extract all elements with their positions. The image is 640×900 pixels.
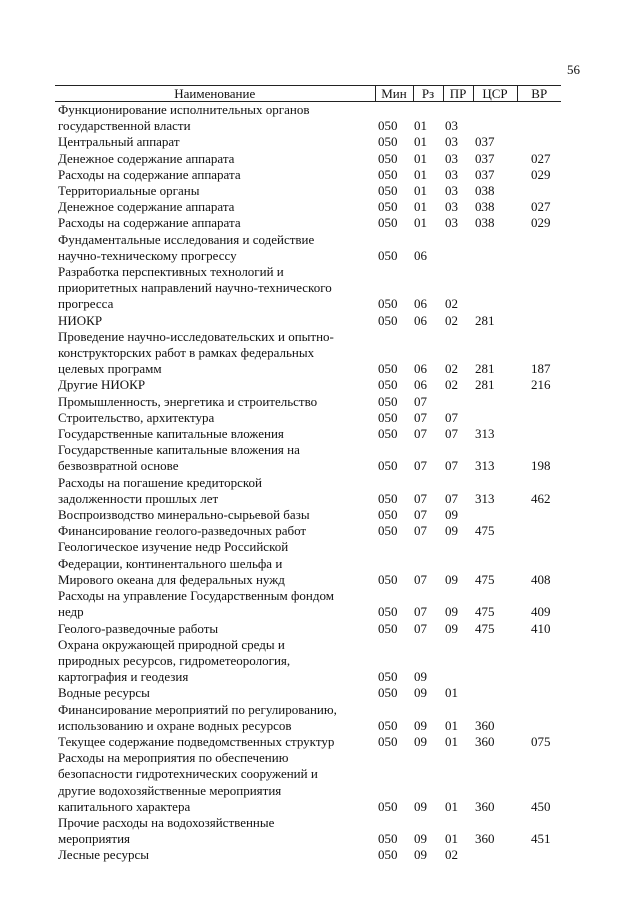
table-row	[55, 588, 561, 620]
row-name-line: другие водохозяйственные мероприятия	[58, 782, 282, 798]
row-pr: 02	[445, 296, 458, 312]
table-row	[55, 134, 561, 150]
row-vr: 029	[531, 215, 551, 231]
row-pr: 02	[445, 847, 458, 863]
row-name	[55, 199, 375, 215]
row-csr	[473, 102, 517, 135]
row-pr: 07	[445, 409, 458, 425]
row-name-line: конструкторских работ в рамках федеральных	[58, 345, 315, 361]
row-vr	[517, 507, 561, 523]
row-name-line: Денежное содержание аппарата	[58, 150, 235, 166]
row-csr	[473, 394, 517, 410]
row-csr: 038	[475, 183, 495, 199]
row-csr	[473, 264, 517, 313]
row-name-line: Государственные капитальные вложения	[58, 426, 284, 442]
table-row	[55, 442, 561, 474]
row-pr: 01	[445, 685, 458, 701]
row-min: 050	[378, 523, 398, 539]
row-name	[55, 426, 375, 442]
row-vr: 029	[531, 166, 551, 182]
row-csr	[473, 410, 517, 426]
row-pr: 02	[445, 377, 458, 393]
row-min: 050	[378, 409, 398, 425]
row-csr	[473, 685, 517, 701]
row-rz: 09	[414, 669, 427, 685]
row-min: 050	[378, 831, 398, 847]
row-name	[55, 685, 375, 701]
table-row	[55, 329, 561, 378]
row-rz: 07	[414, 426, 427, 442]
row-name-line: Лесные ресурсы	[58, 847, 149, 863]
row-csr: 313	[475, 426, 495, 442]
row-pr: 07	[445, 426, 458, 442]
page-number: 56	[567, 62, 580, 77]
row-name-line: Государственные капитальные вложения на	[58, 442, 300, 458]
row-vr	[517, 637, 561, 686]
row-name	[55, 167, 375, 183]
row-vr	[517, 847, 561, 863]
row-name	[55, 313, 375, 329]
row-rz: 09	[414, 831, 427, 847]
row-vr	[517, 523, 561, 539]
table-row	[55, 685, 561, 701]
row-rz: 01	[414, 166, 427, 182]
row-name-line: Функционирование исполнительных органов	[58, 102, 310, 117]
row-csr: 360	[475, 733, 495, 749]
table-row	[55, 313, 561, 329]
row-vr: 187	[531, 361, 551, 377]
row-name-line: Расходы на содержание аппарата	[58, 215, 241, 231]
row-vr	[517, 183, 561, 199]
row-vr: 450	[531, 798, 551, 814]
row-rz: 09	[414, 798, 427, 814]
row-vr: 462	[531, 490, 551, 506]
row-pr	[443, 637, 473, 686]
table-row	[55, 102, 561, 135]
row-vr	[517, 426, 561, 442]
row-vr	[517, 313, 561, 329]
row-min: 050	[378, 296, 398, 312]
row-pr: 01	[445, 831, 458, 847]
row-vr	[517, 702, 561, 734]
row-name-line: Проведение научно-исследовательских и опытно-	[58, 328, 334, 344]
row-name	[55, 637, 375, 686]
row-csr: 037	[475, 134, 495, 150]
row-name-line: мероприятия	[58, 831, 131, 847]
row-min: 050	[378, 426, 398, 442]
row-min: 050	[378, 847, 398, 863]
table-row	[55, 199, 561, 215]
row-name	[55, 377, 375, 393]
row-name-line: капитального характера	[58, 798, 191, 814]
row-rz: 01	[414, 134, 427, 150]
row-pr: 09	[445, 571, 458, 587]
row-rz: 07	[414, 523, 427, 539]
row-csr: 037	[475, 150, 495, 166]
row-pr: 01	[445, 733, 458, 749]
row-vr	[517, 685, 561, 701]
row-name	[55, 815, 375, 847]
table-row	[55, 215, 561, 231]
table-row	[55, 232, 561, 264]
row-rz: 06	[414, 296, 427, 312]
row-min: 050	[378, 669, 398, 685]
row-rz: 09	[414, 685, 427, 701]
row-pr: 09	[445, 620, 458, 636]
row-name	[55, 475, 375, 507]
row-rz: 01	[414, 150, 427, 166]
row-name	[55, 410, 375, 426]
row-min: 050	[378, 458, 398, 474]
row-csr	[473, 507, 517, 523]
row-csr: 037	[475, 166, 495, 182]
table-row	[55, 167, 561, 183]
row-min: 050	[378, 150, 398, 166]
row-rz: 06	[414, 361, 427, 377]
row-name-line: Территориальные органы	[58, 183, 200, 199]
row-csr: 360	[475, 798, 495, 814]
row-csr	[473, 637, 517, 686]
row-min: 050	[378, 571, 398, 587]
row-name-line: Финансирование мероприятий по регулированию,	[58, 701, 337, 717]
row-csr: 360	[475, 831, 495, 847]
row-name-line: Денежное содержание аппарата	[58, 199, 235, 215]
row-name-line: Геологическое изучение недр Российской	[58, 539, 289, 555]
header-row	[55, 86, 561, 102]
row-csr: 281	[475, 312, 495, 328]
row-rz: 06	[414, 312, 427, 328]
row-name-line: использованию и охране водных ресурсов	[58, 717, 292, 733]
row-name-line: приоритетных направлений научно-технического	[58, 280, 332, 296]
row-name-line: Разработка перспективных технологий и	[58, 264, 284, 280]
row-name-line: Промышленность, энергетика и строительство	[58, 393, 318, 409]
row-rz: 09	[414, 847, 427, 863]
row-vr: 216	[531, 377, 551, 393]
row-csr: 313	[475, 458, 495, 474]
row-rz: 06	[414, 377, 427, 393]
row-csr	[473, 232, 517, 264]
header-vr: ВР	[517, 86, 561, 102]
table-header	[55, 86, 561, 102]
row-csr: 038	[475, 199, 495, 215]
row-name-line: Расходы на погашение кредиторской	[58, 474, 262, 490]
row-min: 050	[378, 166, 398, 182]
row-name-line: научно-техническому прогрессу	[58, 247, 237, 263]
row-name-line: Другие НИОКР	[58, 377, 146, 393]
row-min: 050	[378, 183, 398, 199]
row-rz: 07	[414, 393, 427, 409]
row-vr: 451	[531, 831, 551, 847]
header-pr: ПР	[443, 86, 473, 102]
row-pr: 01	[445, 717, 458, 733]
row-pr: 03	[445, 134, 458, 150]
row-pr: 03	[445, 215, 458, 231]
row-min: 050	[378, 685, 398, 701]
row-pr: 03	[445, 118, 458, 134]
row-name-line: природных ресурсов, гидрометеорология,	[58, 652, 291, 668]
table-row	[55, 523, 561, 539]
row-csr: 313	[475, 490, 495, 506]
row-min: 050	[378, 620, 398, 636]
row-min: 050	[378, 733, 398, 749]
table-row	[55, 539, 561, 588]
row-name-line: Мирового океана для федеральных нужд	[58, 571, 285, 587]
row-csr: 360	[475, 717, 495, 733]
row-pr: 09	[445, 507, 458, 523]
row-name-line: безопасности гидротехнических сооружений и	[58, 766, 318, 782]
header-min: Мин	[375, 86, 413, 102]
row-name	[55, 102, 375, 135]
table-row	[55, 637, 561, 686]
row-pr: 03	[445, 183, 458, 199]
table-row	[55, 410, 561, 426]
row-name	[55, 507, 375, 523]
table-row	[55, 426, 561, 442]
row-name-line: прогресса	[58, 296, 114, 312]
row-rz: 07	[414, 604, 427, 620]
row-name-line: Водные ресурсы	[58, 685, 150, 701]
row-vr	[517, 134, 561, 150]
row-name	[55, 621, 375, 637]
row-vr: 409	[531, 604, 551, 620]
row-name-line: Фундаментальные исследования и содействие	[58, 231, 315, 247]
row-name-line: НИОКР	[58, 312, 103, 328]
row-vr: 408	[531, 571, 551, 587]
row-csr: 281	[475, 377, 495, 393]
table-row	[55, 394, 561, 410]
row-name	[55, 232, 375, 264]
row-name-line: Прочие расходы на водохозяйственные	[58, 814, 275, 830]
row-name	[55, 329, 375, 378]
row-min: 050	[378, 490, 398, 506]
row-name-line: Воспроизводство минерально-сырьевой базы	[58, 507, 310, 523]
row-pr: 07	[445, 490, 458, 506]
row-rz: 07	[414, 620, 427, 636]
row-name	[55, 734, 375, 750]
row-pr: 02	[445, 361, 458, 377]
table-row	[55, 734, 561, 750]
row-rz: 07	[414, 507, 427, 523]
row-pr: 09	[445, 604, 458, 620]
row-vr: 075	[531, 733, 551, 749]
row-name-line: картография и геодезия	[58, 669, 189, 685]
table-row	[55, 151, 561, 167]
row-pr: 02	[445, 312, 458, 328]
row-vr: 410	[531, 620, 551, 636]
row-vr	[517, 102, 561, 135]
row-vr	[517, 410, 561, 426]
row-rz: 01	[414, 183, 427, 199]
row-name-line: Охрана окружающей природной среды и	[58, 636, 285, 652]
row-min: 050	[378, 798, 398, 814]
row-pr	[443, 232, 473, 264]
row-vr	[517, 264, 561, 313]
row-name	[55, 750, 375, 815]
row-rz: 09	[414, 717, 427, 733]
row-name-line: Строительство, архитектура	[58, 409, 215, 425]
budget-table	[55, 85, 561, 864]
table-row	[55, 507, 561, 523]
row-rz: 01	[414, 199, 427, 215]
row-csr: 038	[475, 215, 495, 231]
table-body	[55, 102, 561, 864]
row-pr: 03	[445, 199, 458, 215]
row-name	[55, 539, 375, 588]
row-name-line: Федерации, континентального шельфа и	[58, 555, 283, 571]
row-name-line: Финансирование геолого-разведочных работ	[58, 523, 307, 539]
table-row	[55, 621, 561, 637]
row-rz: 09	[414, 733, 427, 749]
row-min: 050	[378, 377, 398, 393]
row-csr	[473, 847, 517, 863]
header-rz: Рз	[413, 86, 443, 102]
row-name	[55, 215, 375, 231]
row-pr	[443, 394, 473, 410]
row-vr: 027	[531, 199, 551, 215]
row-pr: 03	[445, 166, 458, 182]
row-pr: 01	[445, 798, 458, 814]
table-row	[55, 377, 561, 393]
row-min: 050	[378, 361, 398, 377]
row-min: 050	[378, 312, 398, 328]
header-csr: ЦСР	[473, 86, 517, 102]
row-vr: 027	[531, 150, 551, 166]
row-name-line: Центральный аппарат	[58, 134, 180, 150]
row-min: 050	[378, 247, 398, 263]
row-name	[55, 394, 375, 410]
row-name	[55, 264, 375, 313]
row-rz: 07	[414, 458, 427, 474]
row-name	[55, 442, 375, 474]
row-name	[55, 702, 375, 734]
row-rz: 01	[414, 215, 427, 231]
row-name-line: Расходы на мероприятия по обеспечению	[58, 750, 289, 766]
row-pr: 09	[445, 523, 458, 539]
row-name-line: Геолого-разведочные работы	[58, 620, 219, 636]
row-rz: 06	[414, 247, 427, 263]
row-min: 050	[378, 604, 398, 620]
row-min: 050	[378, 717, 398, 733]
row-min: 050	[378, 393, 398, 409]
row-name-line: целевых программ	[58, 361, 162, 377]
row-min: 050	[378, 507, 398, 523]
row-rz: 07	[414, 490, 427, 506]
row-name-line: задолженности прошлых лет	[58, 490, 219, 506]
row-min: 050	[378, 134, 398, 150]
row-name	[55, 151, 375, 167]
row-name-line: Текущее содержание подведомственных структур	[58, 733, 335, 749]
row-csr: 475	[475, 571, 495, 587]
row-name	[55, 523, 375, 539]
row-name	[55, 588, 375, 620]
table-row	[55, 475, 561, 507]
row-csr: 475	[475, 620, 495, 636]
row-csr: 281	[475, 361, 495, 377]
row-rz: 07	[414, 409, 427, 425]
header-name: Наименование	[55, 86, 375, 102]
row-min: 050	[378, 118, 398, 134]
table-row	[55, 847, 561, 863]
row-vr: 198	[531, 458, 551, 474]
table-row	[55, 815, 561, 847]
row-name	[55, 134, 375, 150]
row-vr	[517, 232, 561, 264]
table-row	[55, 702, 561, 734]
row-name	[55, 847, 375, 863]
row-name-line: Расходы на управление Государственным фондом	[58, 588, 334, 604]
row-csr: 475	[475, 604, 495, 620]
row-pr: 07	[445, 458, 458, 474]
table-row	[55, 183, 561, 199]
row-rz: 01	[414, 118, 427, 134]
row-pr: 03	[445, 150, 458, 166]
row-min: 050	[378, 215, 398, 231]
row-name-line: Расходы на содержание аппарата	[58, 166, 241, 182]
row-min: 050	[378, 199, 398, 215]
row-name-line: безвозвратной основе	[58, 458, 179, 474]
row-vr	[517, 394, 561, 410]
row-csr: 475	[475, 523, 495, 539]
table-row	[55, 264, 561, 313]
table-row	[55, 750, 561, 815]
row-rz: 07	[414, 571, 427, 587]
row-name	[55, 183, 375, 199]
row-name-line: недр	[58, 604, 84, 620]
row-name-line: государственной власти	[58, 118, 191, 134]
